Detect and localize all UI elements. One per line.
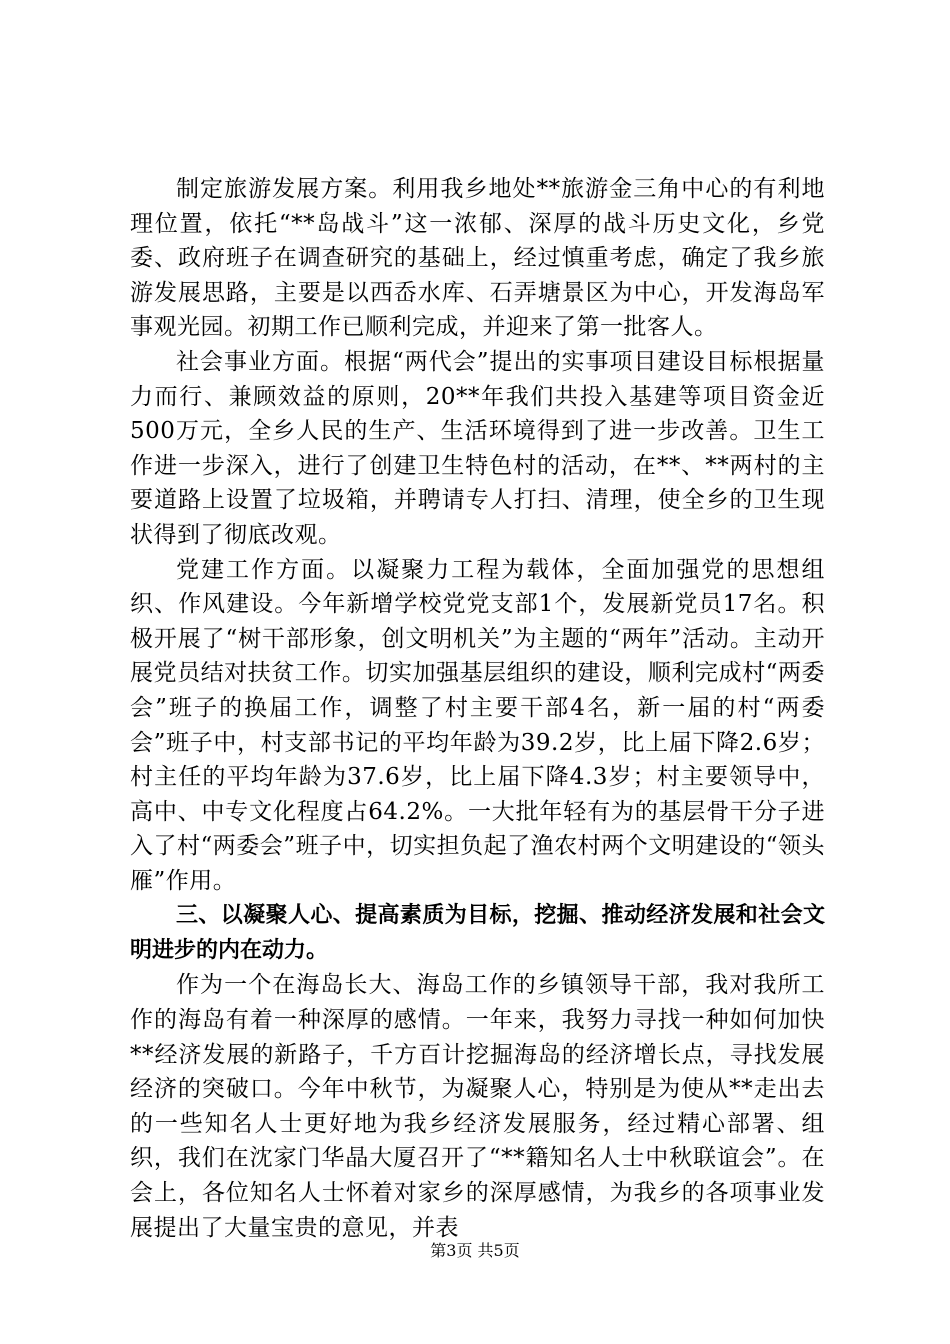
page-footer	[0, 1240, 950, 1262]
paragraph-personal-work: 作为一个在海岛长大、海岛工作的乡镇领导干部，我对我所工作的海岛有着一种深厚的感情。一年来，我努力寻找一种如何加快**经济发展的新路子，千方百计挖掘海岛的经济增长点，寻找发展经济的突破口。今年中秋节，为凝聚人心，特别是为使从**走出去的一些知名人士更好地为我乡经济发展服务，经过精心部署、组织，我们在沈家门华晶大厦召开了“**籍知名人士中秋联谊会”。在会上，各位知名人士怀着对家乡的深厚感情，为我乡的各项事业发展提出了大量宝贵的意见，并表	[130, 972, 825, 1241]
document-body	[130, 172, 825, 1245]
paragraph-party-building: 党建工作方面。以凝聚力工程为载体，全面加强党的思想组织、作风建设。今年新增学校党党支部1个，发展新党员17名。积极开展了“树干部形象，创文明机关”为主题的“两年”活动。主动开展党员结对扶贫工作。切实加强基层组织的建设，顺利完成村“两委会”班子的换届工作，调整了村主要干部4名，新一届的村“两委会”班子中，村支部书记的平均年龄为39.2岁，比上届下降2.6岁；村主任的平均年龄为37.6岁，比上届下降4.3岁；村主要领导中，高中、中专文化程度占64.2%。一大批年轻有为的基层骨干分子进入了村“两委会”班子中，切实担负起了渔农村两个文明建设的“领头雁”作用。	[130, 556, 825, 894]
paragraph-tourism: 制定旅游发展方案。利用我乡地处**旅游金三角中心的有利地理位置，依托“**岛战斗”这一浓郁、深厚的战斗历史文化，乡党委、政府班子在调查研究的基础上，经过慎重考虑，确定了我乡旅游发展思路，主要是以西岙水库、石弄塘景区为中心，开发海岛军事观光园。初期工作已顺利完成，并迎来了第一批客人。	[130, 176, 825, 341]
paragraph-social-affairs: 社会事业方面。根据“两代会”提出的实事项目建设目标根据量力而行、兼顾效益的原则，20**年我们共投入基建等项目资金近500万元，全乡人民的生产、生活环境得到了进一步改善。卫生工作进一步深入，进行了创建卫生特色村的活动，在**、**两村的主要道路上设置了垃圾箱，并聘请专人打扫、清理，使全乡的卫生现状得到了彻底改观。	[130, 348, 825, 548]
page-indicator: 第3页 共5页	[430, 1241, 520, 1260]
section-heading: 三、以凝聚人心、提高素质为目标，挖掘、推动经济发展和社会文明进步的内在动力。	[130, 903, 825, 964]
